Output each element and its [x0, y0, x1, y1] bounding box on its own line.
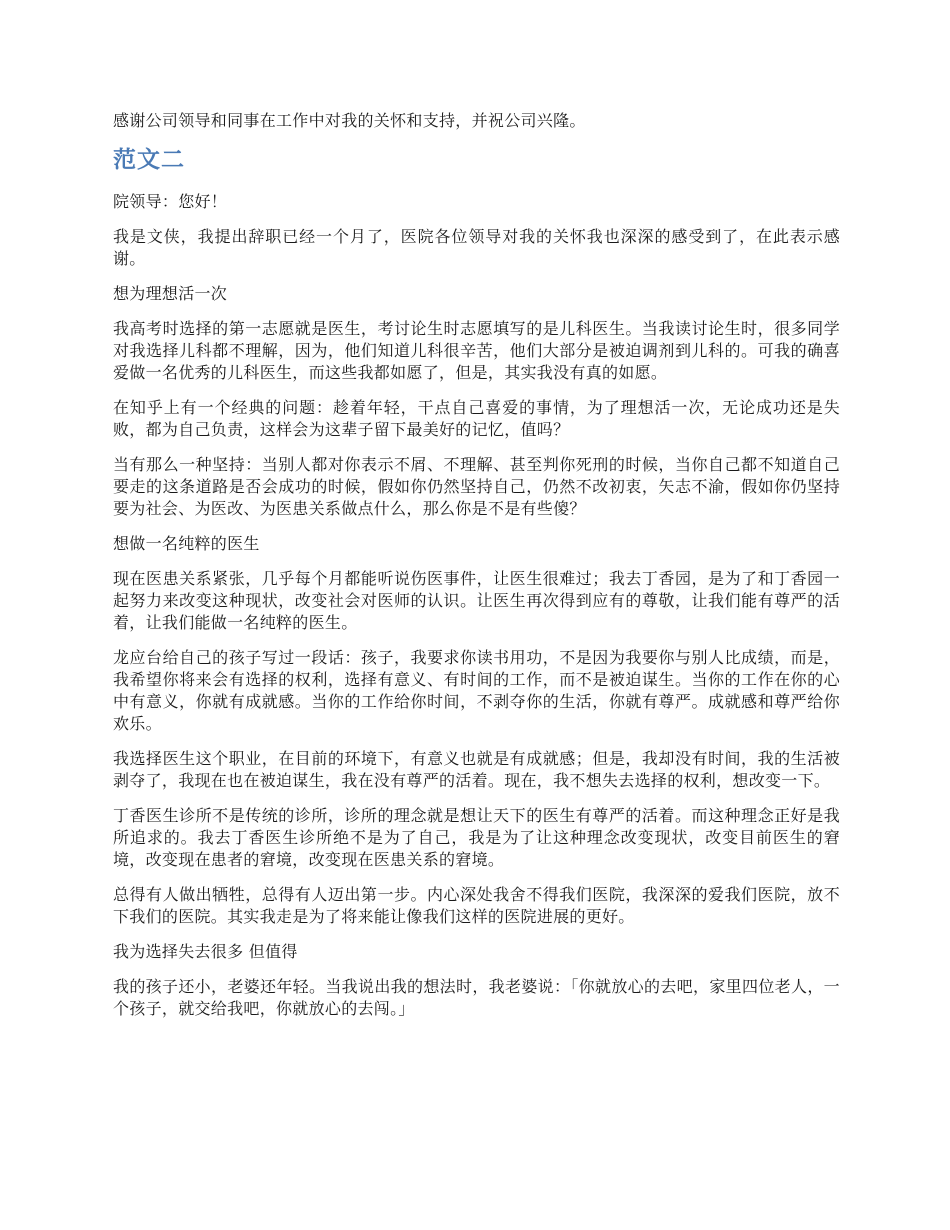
- body-paragraph: 我高考时选择的第一志愿就是医生，考讨论生时志愿填写的是儿科医生。当我读讨论生时，很多同学对我选择儿科都不理解，因为，他们知道儿科很辛苦，他们大部分是被迫调剂到儿科的。可我的确喜爱做一名优秀的儿科医生，而这些我都如愿了，但是，其实我没有真的如愿。: [113, 319, 840, 382]
- body-paragraph: 龙应台给自己的孩子写过一段话：孩子，我要求你读书用功，不是因为我要你与别人比成绩，而是，我希望你将来会有选择的权利，选择有意义、有时间的工作，而不是被迫谋生。当你的工作在你的心中有意义，你就有成就感。当你的工作给你时间，不剥夺你的生活，你就有尊严。成就感和尊严给你欢乐。: [113, 648, 840, 733]
- document-page: [113, 110, 840, 1033]
- subheading: 想为理想活一次: [113, 284, 228, 303]
- subheading: 想做一名纯粹的医生: [113, 534, 260, 553]
- body-paragraph: 我选择医生这个职业，在目前的环境下，有意义也就是有成就感；但是，我却没有时间，我的生活被剥夺了，我现在也在被迫谋生，我在没有尊严的活着。现在，我不想失去选择的权利，想改变一下。: [113, 749, 840, 790]
- body-paragraph: 当有那么一种坚持：当别人都对你表示不屑、不理解、甚至判你死刑的时候，当你自己都不知道自己要走的这条道路是否会成功的时候，假如你仍然坚持自己，仍然不改初衷，矢志不渝，假如你仍坚持要为社会、为医改、为医患关系做点什么，那么你是不是有些傻？: [113, 455, 840, 518]
- body-paragraph: 在知乎上有一个经典的问题：趁着年轻，干点自己喜爱的事情，为了理想活一次，无论成功还是失败，都为自己负责，这样会为这辈子留下最美好的记忆，值吗？: [113, 398, 840, 439]
- body-paragraph: 丁香医生诊所不是传统的诊所，诊所的理念就是想让天下的医生有尊严的活着。而这种理念正好是我所追求的。我去丁香医生诊所绝不是为了自己，我是为了让这种理念改变现状，改变目前医生的窘境，改变现在患者的窘境，改变现在医患关系的窘境。: [113, 806, 840, 869]
- intro-paragraph: 感谢公司领导和同事在工作中对我的关怀和支持，并祝公司兴隆。: [113, 111, 586, 130]
- body-paragraph: 我的孩子还小，老婆还年轻。当我说出我的想法时，我老婆说：「你就放心的去吧，家里四位老人，一个孩子，就交给我吧，你就放心的去闯。」: [113, 977, 840, 1018]
- section-heading: 范文二: [113, 147, 185, 173]
- body-paragraph: 总得有人做出牺牲，总得有人迈出第一步。内心深处我舍不得我们医院，我深深的爱我们医院，放不下我们的医院。其实我走是为了将来能让像我们这样的医院进展的更好。: [113, 885, 840, 926]
- salutation: 院领导：您好！: [113, 192, 228, 211]
- body-paragraph: 现在医患关系紧张，几乎每个月都能听说伤医事件，让医生很难过；我去丁香园，是为了和丁香园一起努力来改变这种现状，改变社会对医师的认识。让医生再次得到应有的尊敬，让我们能有尊严的活着，让我们能做一名纯粹的医生。: [113, 569, 840, 632]
- body-paragraph: 我是文侠，我提出辞职已经一个月了，医院各位领导对我的关怀我也深深的感受到了，在此表示感谢。: [113, 227, 840, 268]
- subheading: 我为选择失去很多 但值得: [113, 942, 298, 961]
